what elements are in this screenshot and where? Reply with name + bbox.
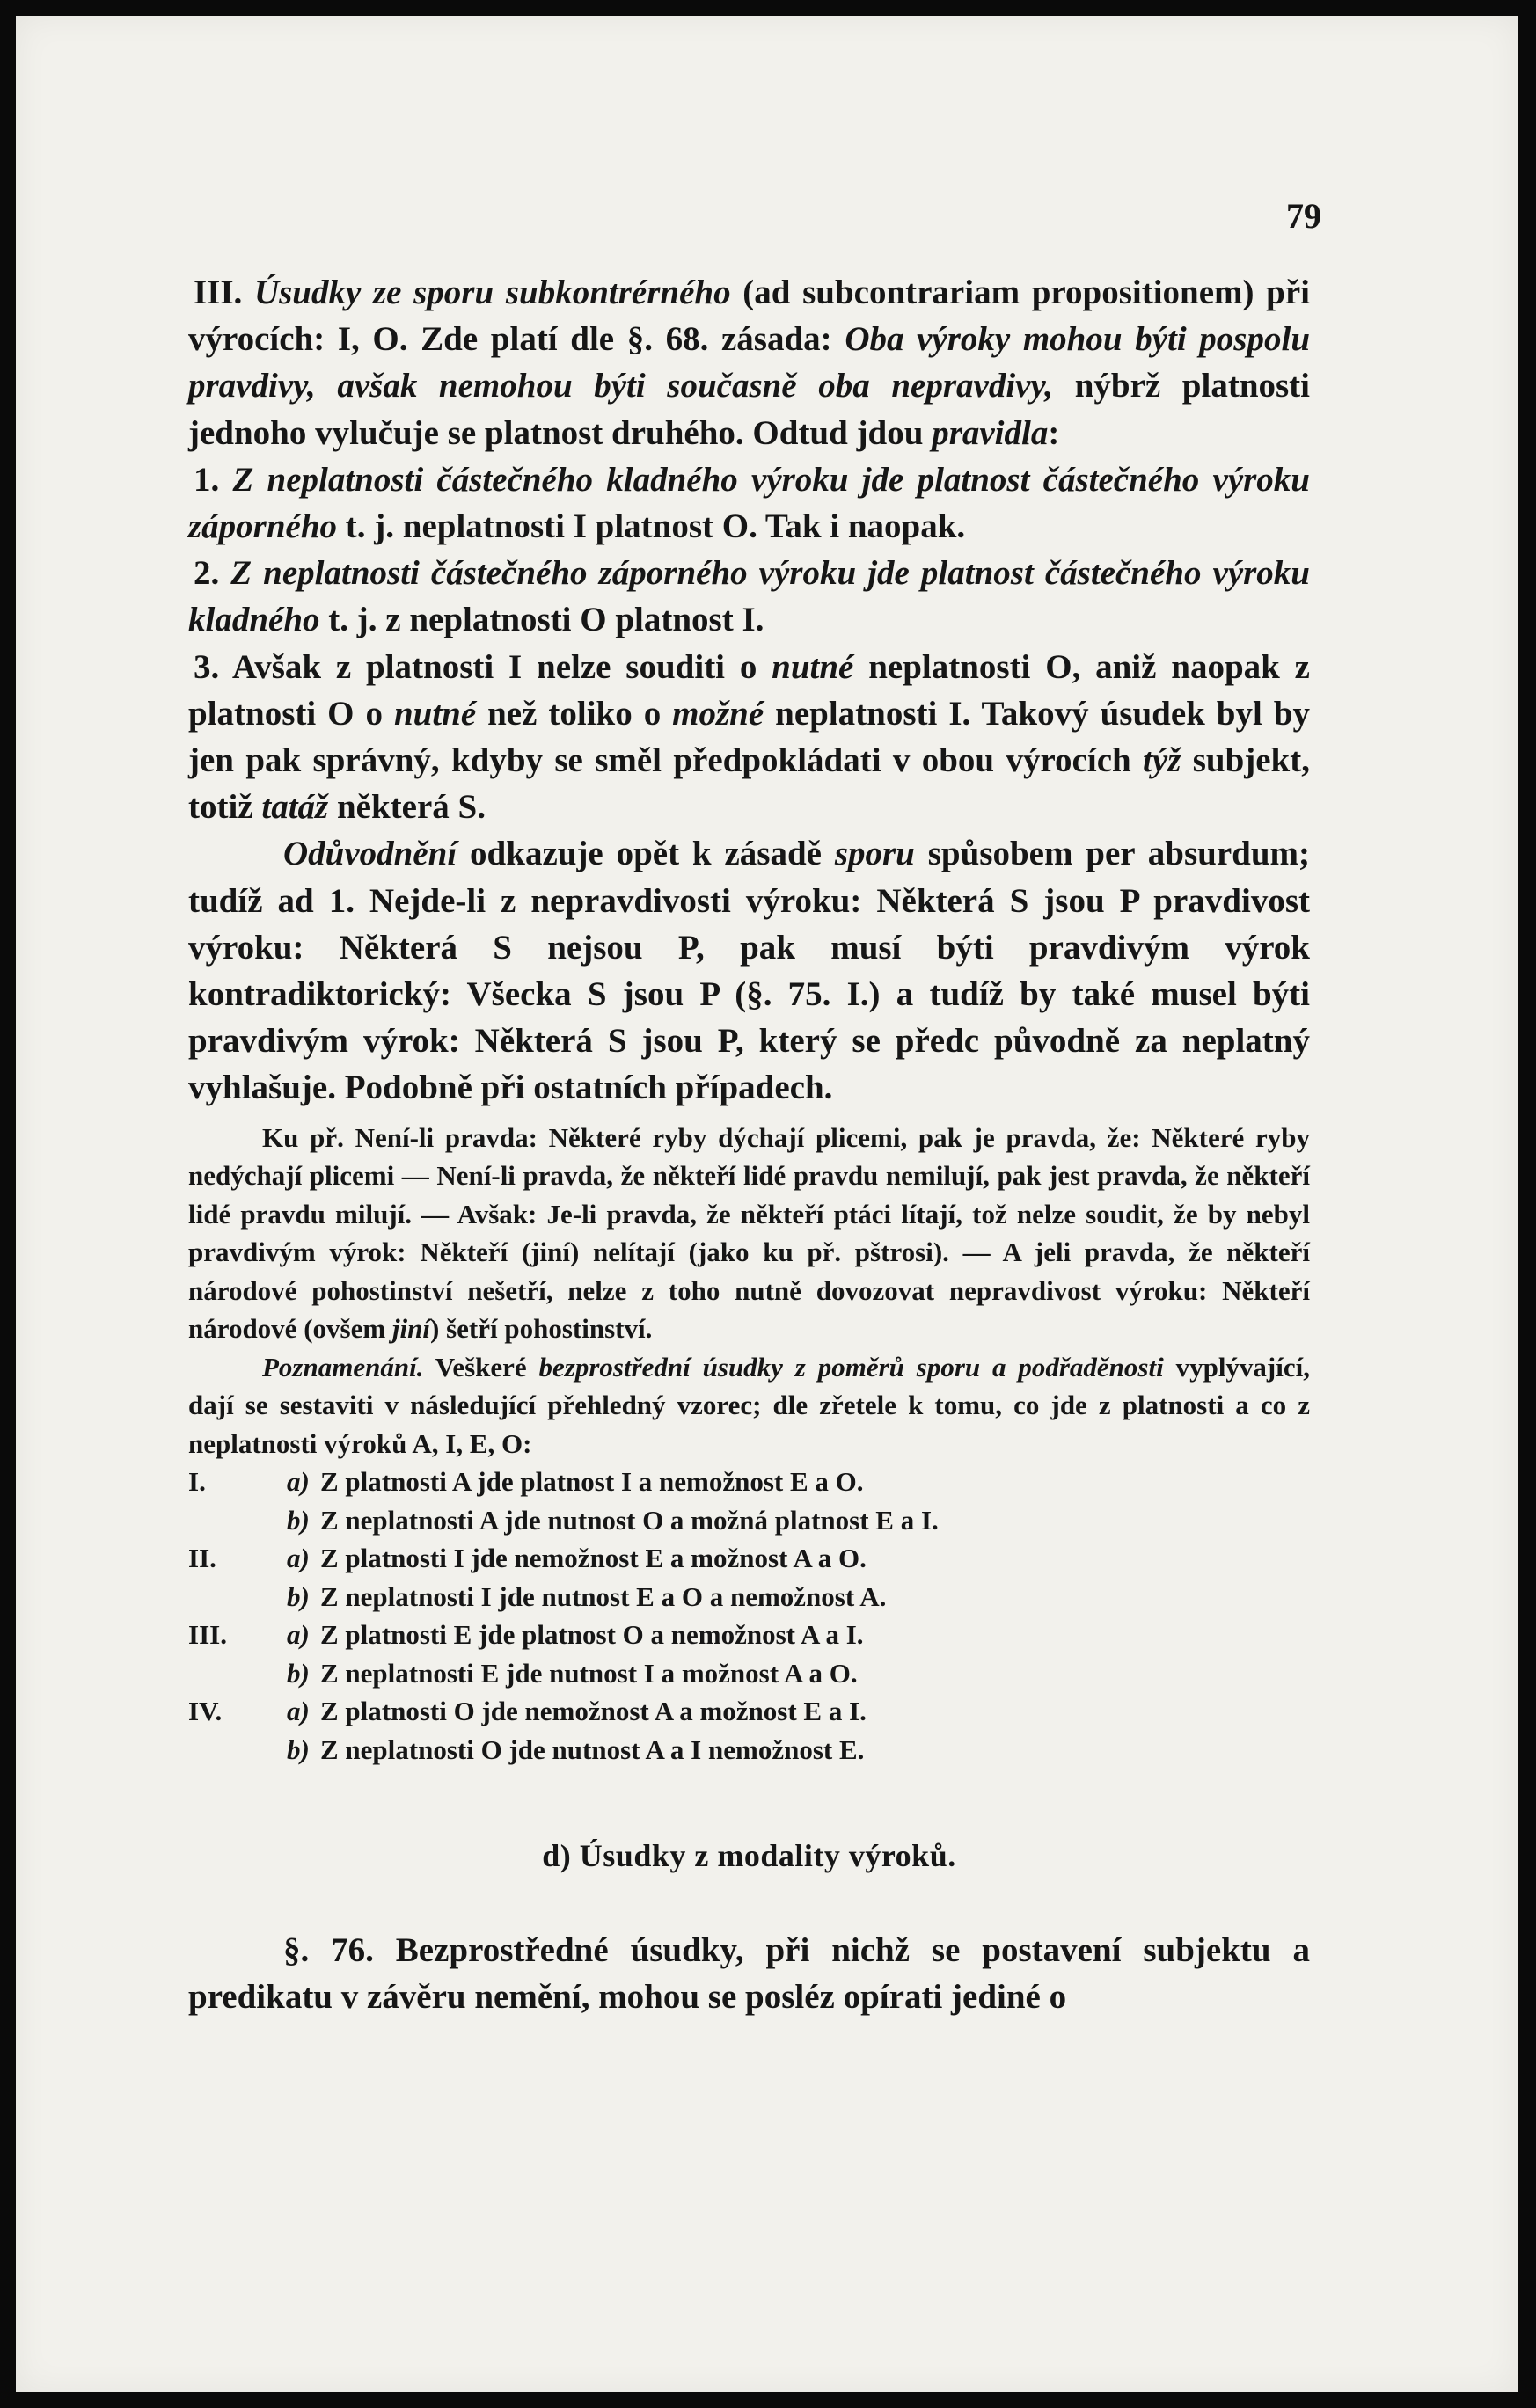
section-iii-label: III. (194, 274, 243, 311)
formula-row: b) Z neplatnosti A jde nutnost O a možná platnost E a I. (287, 1504, 939, 1536)
formula-row: IV. a) Z platnosti O jde nemožnost A a možnost E a I. (188, 1696, 867, 1727)
rule-3: 3. Avšak z platnosti I nelze souditi o nutné neplatnosti O, aniž naopak z platnosti O o nutné než toliko o možné neplatnosti I. Takový úsudek byl by jen pak správný, kdyby se směl předpokládati v obou výrocích týž subjekt, totiž tatáž některá S. (188, 647, 1310, 827)
section-d-heading: d) Úsudky z modality výroků. (542, 1838, 956, 1874)
poznamenani-paragraph: Poznamenání. Veškeré bezprostřední úsudky z poměrů sporu a podřaděnosti vyplývající, dají se sestaviti v následující přehledný vzorec; dle zřetele k tomu, co jde z platnosti a co z neplatnosti výroků A, I, E, O: (188, 1351, 1310, 1459)
formula-row: b) Z neplatnosti E jde nutnost I a možnost A a O. (287, 1657, 858, 1689)
page-number: 79 (1286, 196, 1321, 236)
formula-row: I. a) Z platnosti A jde platnost I a nemožnost E a O. (188, 1466, 864, 1498)
text-column (188, 269, 1310, 2021)
rule-2: 2. Z neplatnosti částečného záporného výroku jde platnost částečného výroku kladného t. j. z neplatnosti O platnost I. (188, 554, 1310, 639)
example-paragraph: Ku př. Není-li pravda: Některé ryby dýchají plicemi, pak je pravda, že: Některé ryby nedýchají plicemi — Není-li pravda, že někteří lidé pravdu nemilují, pak jest pravda, že někteří lidé pravdu milují. — Avšak: Je-li pravda, že někteří ptáci lítají, tož nelze soudit, že by nebyl pravdivým výrok: Někteří (jiní) nelítají (jako ku př. pštrosi). — A jeli pravda, že někteří národové pohostinství nešetří, nelze z toho nutně dovozovat nepravdivost výroku: Někteří národové (ovšem jiní) šetří pohostinství. (188, 1121, 1310, 1345)
book-page (16, 16, 1518, 2392)
oduvodneni-paragraph: Odůvodnění odkazuje opět k zásadě sporu spůsobem per absurdum; tudíž ad 1. Nejde-li z nepravdivosti výroku: Některá S jsou P pravdivost výroku: Některá S nejsou P, pak musí býti pravdivým výrok kontradiktorický: Všecka S jsou P (§. 75. I.) a tudíž by také musel býti pravdivým výrok: Některá S jsou P, který se předc původně za neplatný vyhlašuje. Podobně při ostatních případech. (188, 835, 1310, 1107)
paragraph-76: §. 76. Bezprostředné úsudky, při nichž se postavení subjektu a predikatu v závěru nemění, mohou se posléz opírati jediné o (188, 1931, 1310, 2017)
section-iii-paragraph: III. Úsudky ze sporu subkontrérného (ad subcontrariam propositionem) při výrocích: I, O. Zde platí dle §. 68. zásada: Oba výroky mohou býti pospolu pravdivy, avšak nemohou býti současně oba nepravdivy, nýbrž platnosti jednoho vylučuje se platnost druhého. Odtud jdou pravidla: (188, 274, 1311, 452)
formula-list (188, 1463, 1310, 1769)
formula-row: III. a) Z platnosti E jde platnost O a nemožnost A a I. (188, 1619, 864, 1651)
rule-1: 1. Z neplatnosti částečného kladného výroku jde platnost částečného výroku záporného t. j. neplatnosti I platnost O. Tak i naopak. (188, 460, 1310, 546)
formula-row: b) Z neplatnosti O jde nutnost A a I nemožnost E. (287, 1733, 865, 1765)
formula-row: b) Z neplatnosti I jde nutnost E a O a nemožnost A. (287, 1580, 887, 1612)
formula-row: II. a) Z platnosti I jde nemožnost E a možnost A a O. (188, 1543, 867, 1574)
